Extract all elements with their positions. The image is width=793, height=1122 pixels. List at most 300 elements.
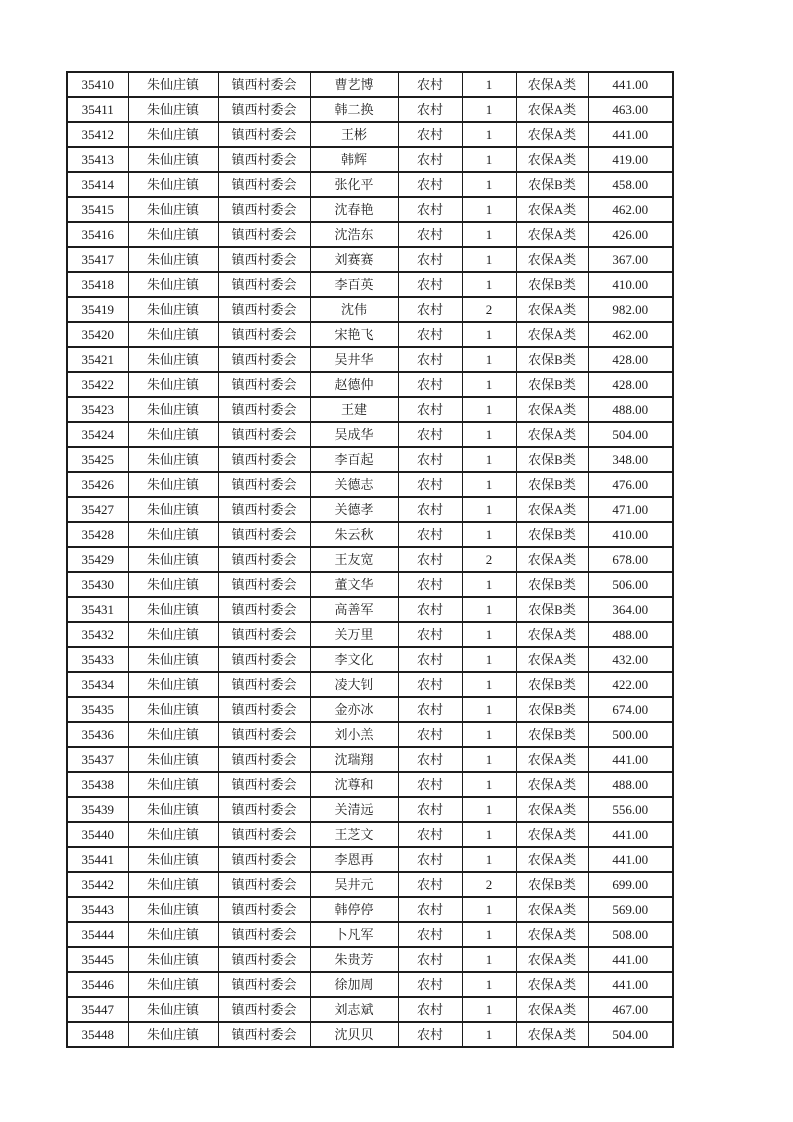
- cell-insurance-category: 农保B类: [516, 272, 588, 297]
- cell-person-name: 刘小羔: [310, 722, 398, 747]
- cell-person-name: 沈尊和: [310, 772, 398, 797]
- cell-person-count: 1: [462, 172, 516, 197]
- cell-record-id: 35425: [67, 447, 128, 472]
- cell-person-count: 1: [462, 222, 516, 247]
- cell-person-count: 2: [462, 547, 516, 572]
- cell-record-id: 35410: [67, 72, 128, 97]
- cell-village-committee: 镇西村委会: [218, 997, 310, 1022]
- cell-town: 朱仙庄镇: [128, 222, 218, 247]
- cell-household-type: 农村: [398, 247, 462, 272]
- cell-person-count: 1: [462, 522, 516, 547]
- cell-amount: 467.00: [588, 997, 673, 1022]
- cell-household-type: 农村: [398, 847, 462, 872]
- cell-amount: 674.00: [588, 697, 673, 722]
- cell-village-committee: 镇西村委会: [218, 722, 310, 747]
- cell-record-id: 35413: [67, 147, 128, 172]
- cell-person-name: 关德志: [310, 472, 398, 497]
- cell-record-id: 35424: [67, 422, 128, 447]
- cell-village-committee: 镇西村委会: [218, 897, 310, 922]
- table-row: [67, 922, 673, 947]
- cell-amount: 441.00: [588, 747, 673, 772]
- cell-record-id: 35430: [67, 572, 128, 597]
- cell-town: 朱仙庄镇: [128, 297, 218, 322]
- table-row: [67, 422, 673, 447]
- cell-village-committee: 镇西村委会: [218, 572, 310, 597]
- cell-insurance-category: 农保B类: [516, 372, 588, 397]
- table-row: [67, 372, 673, 397]
- table-row: [67, 872, 673, 897]
- table-row: [67, 122, 673, 147]
- cell-town: 朱仙庄镇: [128, 697, 218, 722]
- cell-amount: 458.00: [588, 172, 673, 197]
- cell-person-name: 韩二换: [310, 97, 398, 122]
- cell-village-committee: 镇西村委会: [218, 272, 310, 297]
- cell-town: 朱仙庄镇: [128, 72, 218, 97]
- cell-insurance-category: 农保B类: [516, 347, 588, 372]
- cell-insurance-category: 农保B类: [516, 572, 588, 597]
- cell-household-type: 农村: [398, 422, 462, 447]
- cell-household-type: 农村: [398, 197, 462, 222]
- table-row: [67, 222, 673, 247]
- cell-person-name: 沈贝贝: [310, 1022, 398, 1047]
- cell-record-id: 35432: [67, 622, 128, 647]
- cell-town: 朱仙庄镇: [128, 897, 218, 922]
- cell-household-type: 农村: [398, 147, 462, 172]
- cell-person-count: 1: [462, 1022, 516, 1047]
- cell-person-count: 1: [462, 972, 516, 997]
- cell-village-committee: 镇西村委会: [218, 522, 310, 547]
- cell-insurance-category: 农保A类: [516, 197, 588, 222]
- cell-town: 朱仙庄镇: [128, 822, 218, 847]
- cell-record-id: 35442: [67, 872, 128, 897]
- cell-village-committee: 镇西村委会: [218, 947, 310, 972]
- cell-village-committee: 镇西村委会: [218, 822, 310, 847]
- cell-household-type: 农村: [398, 647, 462, 672]
- cell-record-id: 35436: [67, 722, 128, 747]
- cell-amount: 410.00: [588, 272, 673, 297]
- cell-insurance-category: 农保A类: [516, 847, 588, 872]
- cell-insurance-category: 农保A类: [516, 97, 588, 122]
- cell-household-type: 农村: [398, 372, 462, 397]
- table-row: [67, 347, 673, 372]
- cell-person-name: 李百英: [310, 272, 398, 297]
- cell-town: 朱仙庄镇: [128, 347, 218, 372]
- cell-record-id: 35444: [67, 922, 128, 947]
- cell-person-count: 1: [462, 647, 516, 672]
- cell-person-count: 1: [462, 97, 516, 122]
- cell-village-committee: 镇西村委会: [218, 1022, 310, 1047]
- cell-insurance-category: 农保A类: [516, 922, 588, 947]
- cell-household-type: 农村: [398, 472, 462, 497]
- cell-village-committee: 镇西村委会: [218, 922, 310, 947]
- cell-town: 朱仙庄镇: [128, 247, 218, 272]
- cell-person-name: 吴成华: [310, 422, 398, 447]
- cell-household-type: 农村: [398, 697, 462, 722]
- cell-amount: 428.00: [588, 372, 673, 397]
- cell-insurance-category: 农保A类: [516, 222, 588, 247]
- cell-record-id: 35433: [67, 647, 128, 672]
- cell-person-count: 1: [462, 722, 516, 747]
- cell-village-committee: 镇西村委会: [218, 147, 310, 172]
- cell-amount: 432.00: [588, 647, 673, 672]
- table-row: [67, 772, 673, 797]
- cell-record-id: 35441: [67, 847, 128, 872]
- cell-village-committee: 镇西村委会: [218, 197, 310, 222]
- cell-record-id: 35434: [67, 672, 128, 697]
- cell-insurance-category: 农保B类: [516, 522, 588, 547]
- table-row: [67, 297, 673, 322]
- cell-person-name: 李恩再: [310, 847, 398, 872]
- cell-amount: 422.00: [588, 672, 673, 697]
- cell-person-count: 1: [462, 197, 516, 222]
- cell-person-count: 1: [462, 422, 516, 447]
- cell-record-id: 35446: [67, 972, 128, 997]
- table-row: [67, 672, 673, 697]
- cell-village-committee: 镇西村委会: [218, 772, 310, 797]
- cell-amount: 678.00: [588, 547, 673, 572]
- cell-person-name: 徐加周: [310, 972, 398, 997]
- cell-village-committee: 镇西村委会: [218, 747, 310, 772]
- cell-insurance-category: 农保B类: [516, 472, 588, 497]
- cell-person-count: 1: [462, 572, 516, 597]
- cell-village-committee: 镇西村委会: [218, 697, 310, 722]
- cell-town: 朱仙庄镇: [128, 922, 218, 947]
- cell-town: 朱仙庄镇: [128, 422, 218, 447]
- cell-insurance-category: 农保A类: [516, 622, 588, 647]
- cell-record-id: 35418: [67, 272, 128, 297]
- cell-person-count: 1: [462, 247, 516, 272]
- cell-town: 朱仙庄镇: [128, 747, 218, 772]
- cell-amount: 699.00: [588, 872, 673, 897]
- cell-town: 朱仙庄镇: [128, 622, 218, 647]
- cell-town: 朱仙庄镇: [128, 122, 218, 147]
- cell-record-id: 35422: [67, 372, 128, 397]
- cell-record-id: 35428: [67, 522, 128, 547]
- cell-town: 朱仙庄镇: [128, 522, 218, 547]
- cell-insurance-category: 农保A类: [516, 822, 588, 847]
- cell-record-id: 35421: [67, 347, 128, 372]
- cell-household-type: 农村: [398, 947, 462, 972]
- cell-household-type: 农村: [398, 347, 462, 372]
- cell-insurance-category: 农保A类: [516, 322, 588, 347]
- table-row: [67, 797, 673, 822]
- cell-household-type: 农村: [398, 297, 462, 322]
- cell-amount: 504.00: [588, 1022, 673, 1047]
- cell-town: 朱仙庄镇: [128, 272, 218, 297]
- cell-household-type: 农村: [398, 922, 462, 947]
- cell-insurance-category: 农保A类: [516, 122, 588, 147]
- cell-record-id: 35443: [67, 897, 128, 922]
- cell-record-id: 35431: [67, 597, 128, 622]
- cell-person-count: 1: [462, 372, 516, 397]
- table-row: [67, 997, 673, 1022]
- table-row: [67, 247, 673, 272]
- cell-village-committee: 镇西村委会: [218, 172, 310, 197]
- cell-town: 朱仙庄镇: [128, 597, 218, 622]
- cell-record-id: 35448: [67, 1022, 128, 1047]
- cell-household-type: 农村: [398, 772, 462, 797]
- table-row: [67, 322, 673, 347]
- table-row: [67, 697, 673, 722]
- cell-person-count: 1: [462, 897, 516, 922]
- cell-record-id: 35438: [67, 772, 128, 797]
- cell-amount: 569.00: [588, 897, 673, 922]
- cell-amount: 441.00: [588, 822, 673, 847]
- cell-insurance-category: 农保A类: [516, 297, 588, 322]
- cell-person-count: 1: [462, 397, 516, 422]
- cell-amount: 504.00: [588, 422, 673, 447]
- cell-person-count: 2: [462, 297, 516, 322]
- cell-person-name: 朱云秋: [310, 522, 398, 547]
- cell-person-count: 1: [462, 447, 516, 472]
- table-row: [67, 397, 673, 422]
- cell-town: 朱仙庄镇: [128, 322, 218, 347]
- cell-insurance-category: 农保A类: [516, 247, 588, 272]
- cell-person-count: 1: [462, 772, 516, 797]
- cell-town: 朱仙庄镇: [128, 797, 218, 822]
- cell-person-name: 沈伟: [310, 297, 398, 322]
- cell-person-count: 1: [462, 822, 516, 847]
- table-row: [67, 972, 673, 997]
- cell-household-type: 农村: [398, 322, 462, 347]
- cell-person-name: 董文华: [310, 572, 398, 597]
- cell-amount: 367.00: [588, 247, 673, 272]
- cell-village-committee: 镇西村委会: [218, 622, 310, 647]
- cell-amount: 441.00: [588, 847, 673, 872]
- cell-amount: 441.00: [588, 122, 673, 147]
- cell-person-count: 1: [462, 122, 516, 147]
- cell-person-name: 关万里: [310, 622, 398, 647]
- cell-town: 朱仙庄镇: [128, 1022, 218, 1047]
- cell-person-count: 1: [462, 347, 516, 372]
- cell-record-id: 35435: [67, 697, 128, 722]
- cell-person-name: 金亦冰: [310, 697, 398, 722]
- cell-person-count: 1: [462, 322, 516, 347]
- cell-village-committee: 镇西村委会: [218, 647, 310, 672]
- cell-person-name: 韩辉: [310, 147, 398, 172]
- cell-person-name: 沈浩东: [310, 222, 398, 247]
- table-row: [67, 497, 673, 522]
- cell-amount: 441.00: [588, 972, 673, 997]
- cell-town: 朱仙庄镇: [128, 172, 218, 197]
- cell-amount: 488.00: [588, 622, 673, 647]
- cell-amount: 556.00: [588, 797, 673, 822]
- cell-household-type: 农村: [398, 672, 462, 697]
- cell-village-committee: 镇西村委会: [218, 472, 310, 497]
- cell-amount: 462.00: [588, 197, 673, 222]
- insurance-records-table: [66, 71, 674, 1048]
- table-row: [67, 747, 673, 772]
- cell-person-name: 王芝文: [310, 822, 398, 847]
- cell-person-name: 沈瑞翔: [310, 747, 398, 772]
- cell-person-count: 1: [462, 697, 516, 722]
- cell-village-committee: 镇西村委会: [218, 322, 310, 347]
- cell-insurance-category: 农保B类: [516, 722, 588, 747]
- table-row: [67, 647, 673, 672]
- table-row: [67, 847, 673, 872]
- table-row: [67, 597, 673, 622]
- cell-insurance-category: 农保A类: [516, 497, 588, 522]
- table-row: [67, 147, 673, 172]
- cell-record-id: 35416: [67, 222, 128, 247]
- cell-insurance-category: 农保A类: [516, 747, 588, 772]
- cell-household-type: 农村: [398, 547, 462, 572]
- table-row: [67, 722, 673, 747]
- cell-household-type: 农村: [398, 997, 462, 1022]
- cell-person-name: 曹艺博: [310, 72, 398, 97]
- cell-person-name: 刘志斌: [310, 997, 398, 1022]
- cell-insurance-category: 农保B类: [516, 872, 588, 897]
- cell-insurance-category: 农保A类: [516, 772, 588, 797]
- cell-insurance-category: 农保B类: [516, 697, 588, 722]
- cell-town: 朱仙庄镇: [128, 947, 218, 972]
- table-row: [67, 97, 673, 122]
- cell-insurance-category: 农保A类: [516, 797, 588, 822]
- cell-record-id: 35447: [67, 997, 128, 1022]
- cell-person-name: 王彬: [310, 122, 398, 147]
- cell-insurance-category: 农保A类: [516, 72, 588, 97]
- cell-village-committee: 镇西村委会: [218, 122, 310, 147]
- table-body: [67, 72, 673, 1047]
- cell-village-committee: 镇西村委会: [218, 972, 310, 997]
- cell-town: 朱仙庄镇: [128, 572, 218, 597]
- cell-household-type: 农村: [398, 397, 462, 422]
- cell-person-count: 1: [462, 672, 516, 697]
- cell-household-type: 农村: [398, 522, 462, 547]
- cell-amount: 462.00: [588, 322, 673, 347]
- cell-town: 朱仙庄镇: [128, 472, 218, 497]
- cell-insurance-category: 农保A类: [516, 897, 588, 922]
- cell-household-type: 农村: [398, 222, 462, 247]
- cell-record-id: 35420: [67, 322, 128, 347]
- cell-person-name: 卜凡军: [310, 922, 398, 947]
- cell-person-name: 王友宽: [310, 547, 398, 572]
- cell-amount: 428.00: [588, 347, 673, 372]
- table-row: [67, 447, 673, 472]
- cell-household-type: 农村: [398, 497, 462, 522]
- table-row: [67, 572, 673, 597]
- cell-amount: 441.00: [588, 72, 673, 97]
- cell-amount: 463.00: [588, 97, 673, 122]
- table-row: [67, 822, 673, 847]
- cell-person-count: 1: [462, 947, 516, 972]
- table-row: [67, 547, 673, 572]
- cell-amount: 488.00: [588, 397, 673, 422]
- cell-record-id: 35419: [67, 297, 128, 322]
- cell-town: 朱仙庄镇: [128, 372, 218, 397]
- cell-town: 朱仙庄镇: [128, 647, 218, 672]
- cell-record-id: 35439: [67, 797, 128, 822]
- cell-household-type: 农村: [398, 972, 462, 997]
- cell-person-count: 1: [462, 272, 516, 297]
- cell-village-committee: 镇西村委会: [218, 397, 310, 422]
- cell-household-type: 农村: [398, 447, 462, 472]
- cell-insurance-category: 农保A类: [516, 422, 588, 447]
- cell-town: 朱仙庄镇: [128, 847, 218, 872]
- cell-person-count: 1: [462, 597, 516, 622]
- table-row: [67, 947, 673, 972]
- cell-person-name: 李文化: [310, 647, 398, 672]
- cell-village-committee: 镇西村委会: [218, 72, 310, 97]
- cell-record-id: 35445: [67, 947, 128, 972]
- cell-record-id: 35429: [67, 547, 128, 572]
- cell-town: 朱仙庄镇: [128, 447, 218, 472]
- cell-person-count: 1: [462, 797, 516, 822]
- cell-household-type: 农村: [398, 797, 462, 822]
- table-row: [67, 622, 673, 647]
- cell-village-committee: 镇西村委会: [218, 97, 310, 122]
- cell-person-name: 赵德仲: [310, 372, 398, 397]
- cell-person-count: 1: [462, 997, 516, 1022]
- cell-village-committee: 镇西村委会: [218, 247, 310, 272]
- cell-household-type: 农村: [398, 172, 462, 197]
- cell-record-id: 35414: [67, 172, 128, 197]
- cell-town: 朱仙庄镇: [128, 397, 218, 422]
- table-row: [67, 1022, 673, 1047]
- cell-amount: 506.00: [588, 572, 673, 597]
- cell-person-count: 1: [462, 72, 516, 97]
- cell-town: 朱仙庄镇: [128, 547, 218, 572]
- table-row: [67, 72, 673, 97]
- cell-town: 朱仙庄镇: [128, 497, 218, 522]
- cell-person-name: 韩停停: [310, 897, 398, 922]
- cell-village-committee: 镇西村委会: [218, 847, 310, 872]
- cell-record-id: 35437: [67, 747, 128, 772]
- cell-person-count: 1: [462, 497, 516, 522]
- cell-amount: 500.00: [588, 722, 673, 747]
- cell-amount: 488.00: [588, 772, 673, 797]
- cell-village-committee: 镇西村委会: [218, 547, 310, 572]
- cell-person-name: 关德孝: [310, 497, 398, 522]
- cell-town: 朱仙庄镇: [128, 197, 218, 222]
- cell-record-id: 35411: [67, 97, 128, 122]
- cell-amount: 441.00: [588, 947, 673, 972]
- cell-village-committee: 镇西村委会: [218, 422, 310, 447]
- table-row: [67, 272, 673, 297]
- cell-person-name: 朱贵芳: [310, 947, 398, 972]
- cell-amount: 426.00: [588, 222, 673, 247]
- cell-amount: 471.00: [588, 497, 673, 522]
- cell-village-committee: 镇西村委会: [218, 297, 310, 322]
- cell-town: 朱仙庄镇: [128, 97, 218, 122]
- cell-household-type: 农村: [398, 822, 462, 847]
- cell-amount: 476.00: [588, 472, 673, 497]
- cell-person-name: 张化平: [310, 172, 398, 197]
- cell-insurance-category: 农保B类: [516, 172, 588, 197]
- cell-village-committee: 镇西村委会: [218, 672, 310, 697]
- cell-amount: 508.00: [588, 922, 673, 947]
- cell-insurance-category: 农保A类: [516, 997, 588, 1022]
- cell-record-id: 35440: [67, 822, 128, 847]
- cell-household-type: 农村: [398, 1022, 462, 1047]
- cell-household-type: 农村: [398, 622, 462, 647]
- cell-person-name: 刘赛赛: [310, 247, 398, 272]
- cell-insurance-category: 农保A类: [516, 647, 588, 672]
- cell-village-committee: 镇西村委会: [218, 797, 310, 822]
- table-row: [67, 522, 673, 547]
- cell-person-name: 吴井华: [310, 347, 398, 372]
- cell-household-type: 农村: [398, 747, 462, 772]
- cell-household-type: 农村: [398, 897, 462, 922]
- cell-town: 朱仙庄镇: [128, 772, 218, 797]
- cell-person-count: 1: [462, 922, 516, 947]
- cell-household-type: 农村: [398, 597, 462, 622]
- cell-person-name: 吴井元: [310, 872, 398, 897]
- cell-amount: 348.00: [588, 447, 673, 472]
- cell-town: 朱仙庄镇: [128, 972, 218, 997]
- cell-village-committee: 镇西村委会: [218, 372, 310, 397]
- cell-town: 朱仙庄镇: [128, 872, 218, 897]
